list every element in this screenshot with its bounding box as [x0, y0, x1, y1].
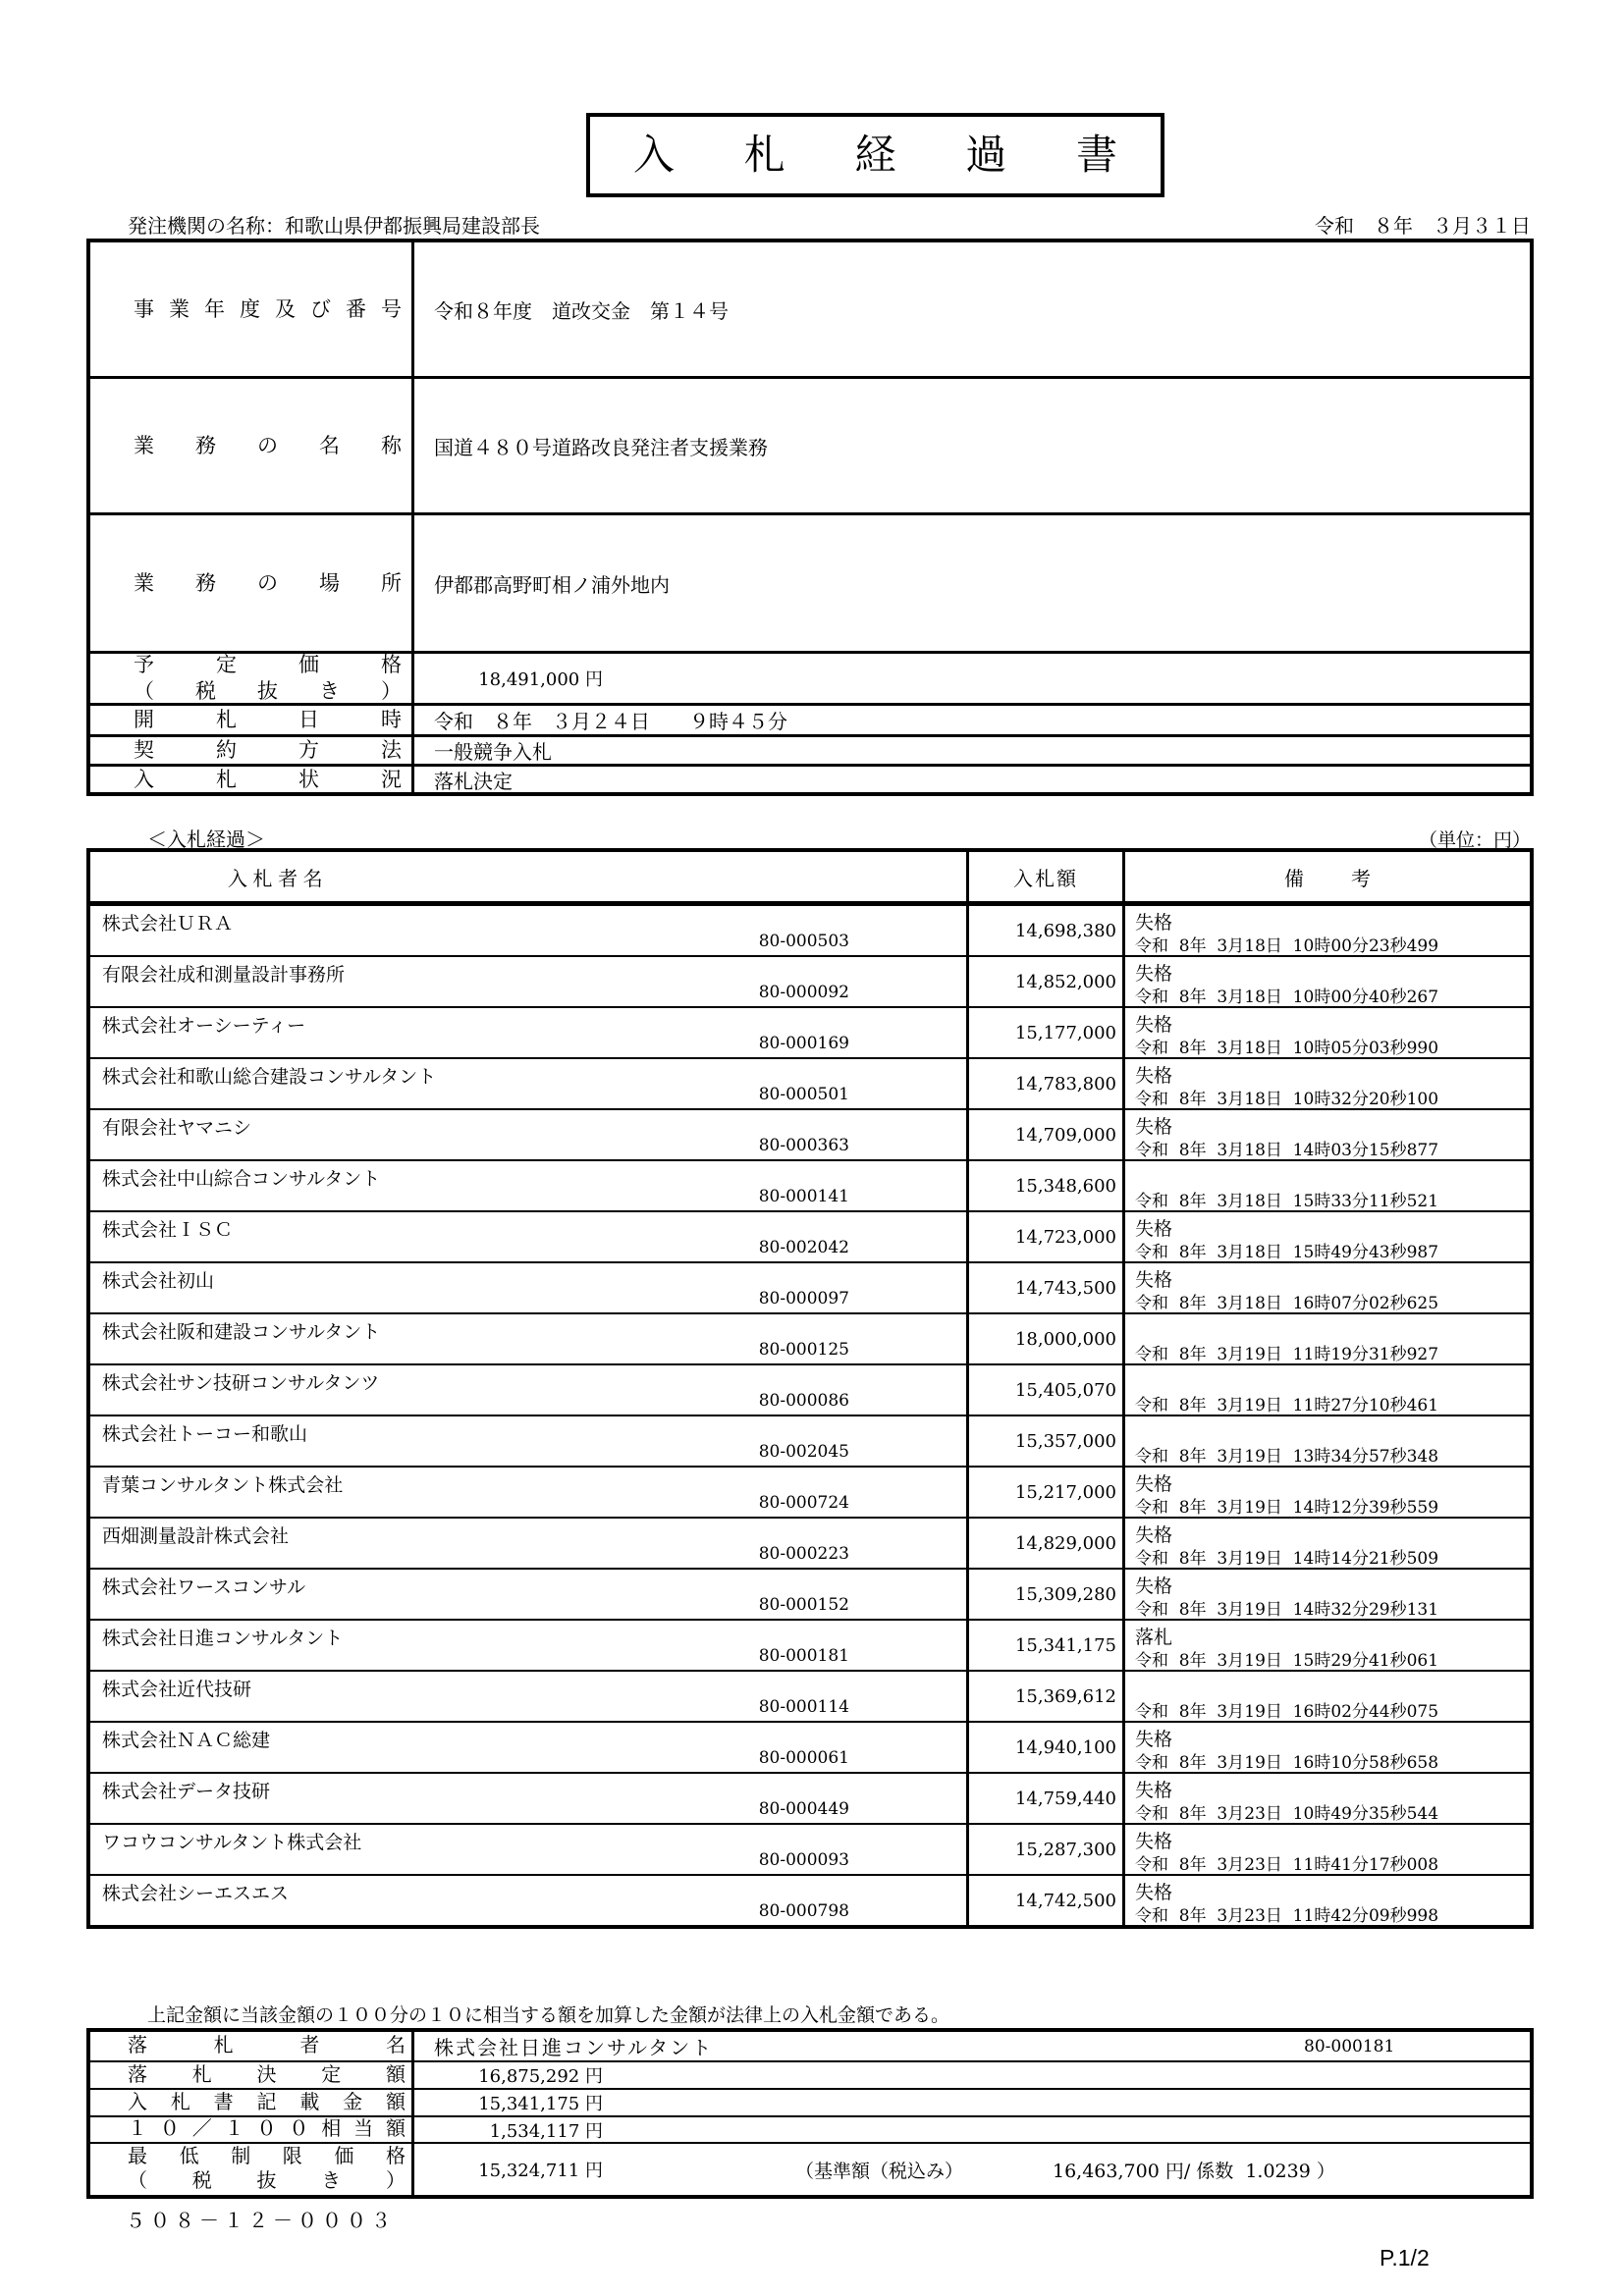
bidder-name: 株式会社初山: [102, 1271, 215, 1292]
bid-row-9: [90, 1312, 1530, 1363]
opening-datetime-label: 開 札 日 時: [134, 709, 402, 731]
bid-timestamp: 令和 8年 3月19日 11時27分10秒461: [1135, 1396, 1439, 1415]
bidder-code: 80-002042: [758, 1238, 849, 1257]
contract-method-value: 一般競争入札: [434, 742, 552, 764]
bid-amount: 14,759,440: [969, 1774, 1125, 1823]
bidder-name: ワコウコンサルタント株式会社: [102, 1833, 362, 1853]
bidder-name: 株式会社ＩＳＣ: [102, 1220, 234, 1241]
bidder-code: 80-000152: [758, 1595, 849, 1615]
summary-row-opening-datetime: [90, 703, 1530, 734]
project-year-label: 事 業 年 度 及 び 番 号: [134, 297, 402, 321]
bid-row-18: [90, 1772, 1530, 1823]
bid-amount: 14,783,800: [969, 1059, 1125, 1108]
bid-timestamp: 令和 8年 3月19日 15時29分41秒061: [1135, 1651, 1439, 1671]
summary-row-contract-method: [90, 734, 1530, 764]
bid-amount: 14,743,500: [969, 1263, 1125, 1312]
bid-timestamp: 令和 8年 3月19日 11時19分31秒927: [1135, 1345, 1439, 1364]
planned-price-label-line2: （ 税 抜 き ）: [134, 680, 402, 703]
bid-amount: 15,405,070: [969, 1365, 1125, 1415]
award-summary-table: [86, 2028, 1534, 2199]
summary-row-bid-status: [90, 764, 1530, 792]
bidder-code: 80-000501: [758, 1085, 849, 1104]
bid-amount: 15,217,000: [969, 1468, 1125, 1517]
bid-amount: 14,940,100: [969, 1723, 1125, 1772]
bid-amount: 14,829,000: [969, 1519, 1125, 1568]
bid-timestamp: 令和 8年 3月19日 16時10分58秒658: [1135, 1753, 1439, 1773]
bid-amount: 14,742,500: [969, 1876, 1125, 1925]
bidder-code: 80-000086: [758, 1391, 849, 1411]
bid-history-table: [86, 848, 1534, 1929]
bid-row-14: [90, 1568, 1530, 1619]
bid-table-header: [90, 852, 1530, 904]
bidder-name: 株式会社ＵＲＡ: [102, 914, 234, 934]
bid-row-5: [90, 1108, 1530, 1159]
document-title-box: [586, 113, 1164, 197]
bidder-code: 80-000798: [758, 1901, 849, 1921]
bid-amount: 15,341,175: [969, 1621, 1125, 1670]
bid-timestamp: 令和 8年 3月19日 14時32分29秒131: [1135, 1600, 1439, 1620]
bid-amount: 15,287,300: [969, 1825, 1125, 1874]
bidder-name: 株式会社中山綜合コンサルタント: [102, 1169, 381, 1190]
project-summary-table: [86, 239, 1534, 796]
bid-amount: 14,852,000: [969, 957, 1125, 1006]
bid-amount: 14,709,000: [969, 1110, 1125, 1159]
bidder-name: 青葉コンサルタント株式会社: [102, 1475, 344, 1496]
bidder-code: 80-000181: [758, 1646, 849, 1666]
page-indicator: P.1/2: [1380, 2245, 1430, 2270]
bidder-name: 株式会社ＮＡＣ総建: [102, 1731, 271, 1751]
project-name-value: 国道４８０号道路改良発注者支援業務: [434, 437, 768, 459]
document-number: ５０８－１２－０００３: [126, 2211, 396, 2232]
legal-footnote: 上記金額に当該金額の１００分の１０に相当する額を加算した金額が法律上の入札金額である。: [147, 2005, 950, 2026]
bid-timestamp: 令和 8年 3月18日 15時49分43秒987: [1135, 1243, 1439, 1262]
bidder-code: 80-000114: [758, 1697, 849, 1717]
bid-row-2: [90, 955, 1530, 1006]
bid-row-3: [90, 1006, 1530, 1057]
bid-row-12: [90, 1466, 1530, 1517]
bid-row-11: [90, 1415, 1530, 1466]
summary-row-project-year: [90, 242, 1530, 376]
bid-amount-header: 入札額: [969, 852, 1125, 901]
bid-row-16: [90, 1670, 1530, 1721]
planned-price-value: 18,491,000 円: [478, 669, 603, 690]
bid-row-19: [90, 1823, 1530, 1874]
bidder-name: 株式会社シーエスエス: [102, 1884, 290, 1904]
bidder-name: 株式会社ワースコンサル: [102, 1577, 306, 1598]
bidder-code: 80-000061: [758, 1748, 849, 1768]
bid-timestamp: 令和 8年 3月23日 11時42分09秒998: [1135, 1906, 1439, 1926]
project-name-label: 業 務 の 名 称: [134, 434, 402, 457]
issue-date: 令和 ８年 ３月３１日: [1315, 216, 1531, 238]
bidder-code: 80-000092: [758, 983, 849, 1002]
bid-row-7: [90, 1210, 1530, 1261]
summary-row-planned-price: [90, 651, 1530, 703]
bid-timestamp: 令和 8年 3月18日 10時05分03秒990: [1135, 1039, 1439, 1058]
contract-method-label: 契 約 方 法: [134, 739, 402, 762]
basis-amount-label: （基準額（税込み）: [795, 2161, 964, 2182]
bid-row-6: [90, 1159, 1530, 1210]
bid-timestamp: 令和 8年 3月19日 14時12分39秒559: [1135, 1498, 1439, 1518]
bid-amount: 15,357,000: [969, 1416, 1125, 1466]
bid-result: 失格: [1135, 1270, 1173, 1291]
bidder-name: 株式会社トーコー和歌山: [102, 1424, 308, 1445]
bid-history-section-label: ＜入札経過＞: [147, 829, 265, 851]
bid-timestamp: 令和 8年 3月19日 13時34分57秒348: [1135, 1447, 1439, 1467]
bid-result: 失格: [1135, 1474, 1173, 1495]
bidder-code: 80-000141: [758, 1187, 849, 1206]
bidder-name: 株式会社オーシーティー: [102, 1016, 306, 1037]
bidder-name: 西畑測量設計株式会社: [102, 1526, 290, 1547]
remarks-header: 備 考: [1284, 868, 1384, 890]
bidder-name: 株式会社阪和建設コンサルタント: [102, 1322, 381, 1343]
bid-amount: 15,348,600: [969, 1161, 1125, 1210]
bid-row-20: [90, 1874, 1530, 1925]
bidder-name: 株式会社サン技研コンサルタンツ: [102, 1373, 380, 1394]
bid-timestamp: 令和 8年 3月18日 15時33分11秒521: [1135, 1192, 1439, 1211]
project-location-value: 伊都郡高野町相ノ浦外地内: [434, 574, 670, 597]
bid-row-8: [90, 1261, 1530, 1312]
bid-doc-amount-label: 入 札 書 記 載 金 額: [128, 2091, 406, 2113]
award-row-minimum-price: [90, 2142, 1530, 2195]
bidder-code: 80-000169: [758, 1034, 849, 1053]
basis-amount-value: 16,463,700 円/ 係数 1.0239 ）: [1053, 2160, 1335, 2182]
bid-result: 失格: [1135, 1117, 1173, 1138]
bid-timestamp: 令和 8年 3月23日 11時41分17秒008: [1135, 1855, 1439, 1875]
project-year-value: 令和８年度 道改交金 第１４号: [434, 300, 729, 323]
decision-amount-label: 落 札 決 定 額: [128, 2063, 406, 2086]
bid-result: 失格: [1135, 1525, 1173, 1546]
bidder-code: 80-000363: [758, 1136, 849, 1155]
bid-row-13: [90, 1517, 1530, 1568]
bid-amount: 15,309,280: [969, 1570, 1125, 1619]
project-location-label: 業 務 の 場 所: [134, 571, 402, 595]
bid-result: 失格: [1135, 1015, 1173, 1036]
bid-timestamp: 令和 8年 3月18日 10時00分23秒499: [1135, 936, 1439, 956]
ratio-amount-label: １ ０ ／ １ ０ ０ 相 当 額: [128, 2118, 406, 2140]
bidder-name: 株式会社和歌山総合建設コンサルタント: [102, 1067, 437, 1088]
bid-status-value: 落札決定: [434, 771, 513, 793]
bid-amount: 14,723,000: [969, 1212, 1125, 1261]
bidder-name: 株式会社データ技研: [102, 1782, 271, 1802]
bid-row-17: [90, 1721, 1530, 1772]
decision-amount-value: 16,875,292 円: [478, 2066, 603, 2087]
bid-amount: 15,177,000: [969, 1008, 1125, 1057]
bidder-name-header: 入 札 者 名: [90, 852, 969, 901]
minimum-price-label-line2: （ 税 抜 き ）: [128, 2170, 406, 2192]
bidder-name: 有限会社成和測量設計事務所: [102, 965, 346, 986]
bid-timestamp: 令和 8年 3月23日 10時49分35秒544: [1135, 1804, 1439, 1824]
bid-result: 失格: [1135, 964, 1173, 985]
bid-status-label: 入 札 状 況: [134, 768, 402, 791]
award-row-winner: [90, 2032, 1530, 2060]
bid-result: 失格: [1135, 1066, 1173, 1087]
bid-timestamp: 令和 8年 3月19日 14時14分21秒509: [1135, 1549, 1439, 1569]
bidder-name: 株式会社近代技研: [102, 1680, 252, 1700]
winner-name: 株式会社日進コンサルタント: [434, 2038, 714, 2059]
bid-timestamp: 令和 8年 3月18日 16時07分02秒625: [1135, 1294, 1439, 1313]
bid-row-10: [90, 1363, 1530, 1415]
minimum-price-value: 15,324,711 円: [478, 2161, 603, 2181]
winner-label: 落 札 者 名: [128, 2035, 406, 2056]
bid-row-15: [90, 1619, 1530, 1670]
summary-row-project-name: [90, 376, 1530, 512]
bid-result: 失格: [1135, 1883, 1173, 1903]
bid-result: 落札: [1135, 1628, 1173, 1648]
bid-timestamp: 令和 8年 3月18日 14時03分15秒877: [1135, 1141, 1439, 1160]
bid-amount: 15,369,612: [969, 1672, 1125, 1721]
bid-timestamp: 令和 8年 3月19日 16時02分44秒075: [1135, 1702, 1439, 1722]
award-row-bid-doc-amount: [90, 2088, 1530, 2115]
bidder-code: 80-000125: [758, 1340, 849, 1360]
bid-result: 失格: [1135, 913, 1173, 934]
bidder-code: 80-000449: [758, 1799, 849, 1819]
bidder-code: 80-002045: [758, 1442, 849, 1462]
bid-result: 失格: [1135, 1219, 1173, 1240]
bid-result: 失格: [1135, 1576, 1173, 1597]
bidder-code: 80-000223: [758, 1544, 849, 1564]
ordering-agency: 発注機関の名称：和歌山県伊都振興局建設部長: [128, 216, 540, 238]
opening-datetime-value: 令和 ８年 ３月２４日 ９時４５分: [434, 712, 787, 733]
bid-timestamp: 令和 8年 3月18日 10時32分20秒100: [1135, 1090, 1439, 1109]
minimum-price-label-line1: 最 低 制 限 価 格: [128, 2146, 406, 2167]
summary-row-project-location: [90, 512, 1530, 651]
bid-result: 失格: [1135, 1832, 1173, 1852]
bidder-code: 80-000097: [758, 1289, 849, 1308]
bid-amount: 14,698,380: [969, 906, 1125, 955]
ratio-amount-value: 1,534,117 円: [489, 2120, 603, 2142]
unit-label: （単位：円）: [1418, 830, 1531, 851]
bid-amount: 18,000,000: [969, 1314, 1125, 1363]
planned-price-label-line1: 予 定 価 格: [134, 654, 402, 676]
bid-timestamp: 令和 8年 3月18日 10時00分40秒267: [1135, 988, 1439, 1007]
bidder-name: 株式会社日進コンサルタント: [102, 1629, 344, 1649]
bidder-name: 有限会社ヤマニシ: [102, 1118, 252, 1139]
bidder-code: 80-000503: [758, 932, 849, 951]
bidder-code: 80-000724: [758, 1493, 849, 1513]
bid-row-4: [90, 1057, 1530, 1108]
winner-code: 80-000181: [1304, 2036, 1395, 2056]
bid-result: 失格: [1135, 1781, 1173, 1801]
bid-row-1: [90, 904, 1530, 955]
document-title: 入 札 経 過 書: [633, 132, 1117, 178]
award-row-ratio-amount: [90, 2115, 1530, 2142]
bid-doc-amount-value: 15,341,175 円: [478, 2094, 603, 2114]
bid-result: 失格: [1135, 1730, 1173, 1750]
award-row-decision-amount: [90, 2060, 1530, 2088]
bidder-code: 80-000093: [758, 1850, 849, 1870]
